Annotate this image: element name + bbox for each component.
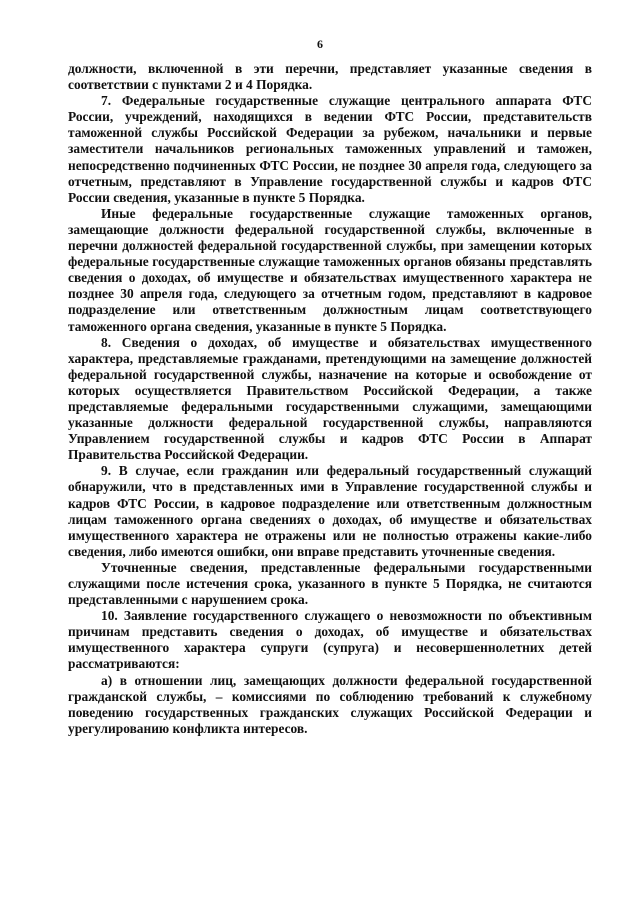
paragraph-item-7: 7. Федеральные государственные служащие центрального аппарата ФТС России, учреждений, находящихся в ведении ФТС России, представительств таможенной службы Российской Федерации за рубежом, начальники и первые заместители начальников региональных таможенных управлений и таможен, непосредственно подчиненных ФТС России, не позднее 30 апреля года, следующего за отчетным, представляют в Управление государственной службы и кадров ФТС России сведения, указанные в пункте 5 Порядка. (68, 93, 592, 205)
paragraph-item-10: 10. Заявление государственного служащего о невозможности по объективным причинам представить сведения о доходах, об имуществе и обязательствах имущественного характера супруги (супруга) и несовершеннолетних детей рассматриваются: (68, 608, 592, 672)
document-body (68, 61, 592, 737)
paragraph-other-servants: Иные федеральные государственные служащие таможенных органов, замещающие должности федеральной государственной службы, включенные в перечни должностей федеральной государственной службы, при замещении которых федеральные государственные служащие таможенных органов обязаны представлять сведения о доходах, об имуществе и обязательствах имущественного характера не позднее 30 апреля года, следующего за отчетным годом, представляют в кадровое подразделение или ответственным должностным лицам соответствующего таможенного органа сведения, указанные в пункте 5 Порядка. (68, 205, 592, 334)
paragraph-clarified-info: Уточненные сведения, представленные федеральными государственными служащими после истечения срока, указанного в пункте 5 Порядка, не считаются представленными с нарушением срока. (68, 559, 592, 608)
page-number: 6 (317, 37, 323, 51)
paragraph-item-9: 9. В случае, если гражданин или федеральный государственный служащий обнаружили, что в представленных ими в Управление государственной службы и кадров ФТС России, в кадровое подразделение или ответственным должностным лицам таможенного органа сведениях о доходах, об имуществе и обязательствах имущественного характера не отражены или не полностью отражены какие-либо сведения, либо имеются ошибки, они вправе представить уточненные сведения. (68, 463, 592, 559)
paragraph-item-10a: а) в отношении лиц, замещающих должности федеральной государственной гражданской службы, – комиссиями по соблюдению требований к служебному поведению государственных гражданских служащих Российской Федерации и урегулированию конфликта интересов. (68, 672, 592, 736)
paragraph-item-8: 8. Сведения о доходах, об имуществе и обязательствах имущественного характера, представляемые гражданами, претендующими на замещение должностей федеральной государственной службы, назначение на которые и освобождение от которых осуществляется Правительством Российской Федерации, а также представляемые федеральными государственными служащими, замещающими указанные должности федеральной государственной службы, направляются Управлением государственной службы и кадров ФТС России в Аппарат Правительства Российской Федерации. (68, 334, 592, 463)
paragraph-continuation: должности, включенной в эти перечни, представляет указанные сведения в соответствии с пунктами 2 и 4 Порядка. (68, 61, 592, 93)
